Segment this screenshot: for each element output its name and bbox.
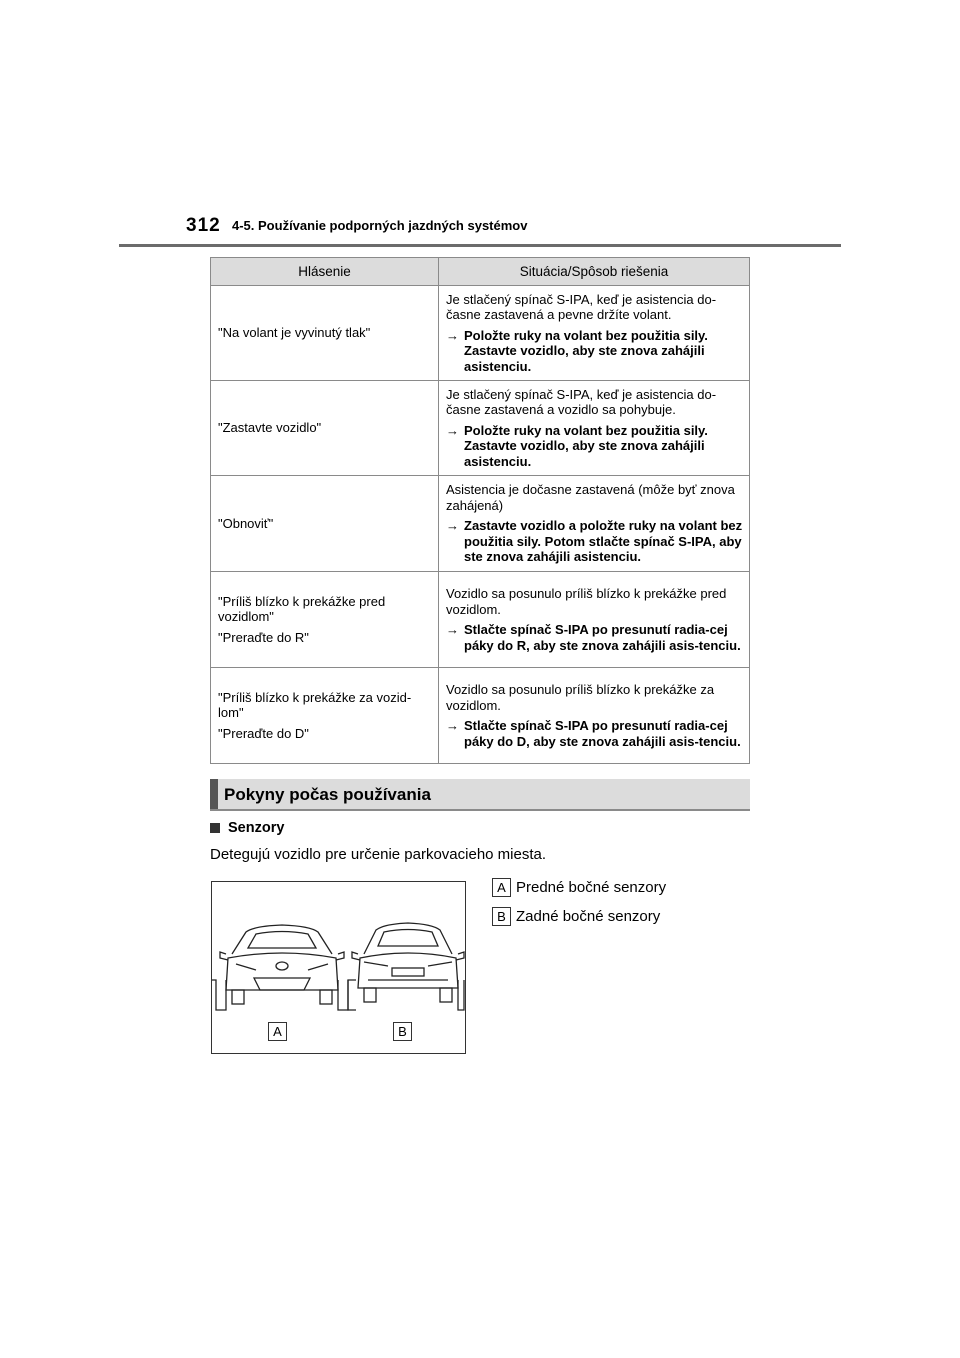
action-text: Stlačte spínač S-IPA po presunutí radia-cej páky do R, aby ste znova zahájili asis-tenciu. bbox=[464, 622, 741, 653]
message-text: "Na volant je vyvinutý tlak" bbox=[218, 325, 371, 341]
legend-tag-b: B bbox=[492, 907, 511, 926]
square-bullet-icon bbox=[210, 823, 220, 833]
arrow-icon: → bbox=[446, 422, 459, 438]
column-header-message: Hlásenie bbox=[211, 258, 439, 286]
message-text: "Zastavte vozidlo" bbox=[218, 420, 322, 436]
message-text: "Príliš blízko k prekážke pred vozidlom" bbox=[218, 593, 386, 625]
message-cell bbox=[211, 476, 439, 572]
legend-item-b bbox=[492, 907, 660, 926]
arrow-icon: → bbox=[446, 718, 459, 733]
subsection-title: Senzory bbox=[228, 820, 285, 836]
figure-tag-a: A bbox=[268, 1022, 287, 1041]
table-header-row bbox=[211, 258, 750, 286]
header-divider bbox=[119, 244, 841, 247]
situation-cell bbox=[439, 286, 750, 381]
legend-item-a bbox=[492, 878, 666, 897]
legend-label-b: Zadné bočné senzory bbox=[516, 908, 661, 925]
page-number: 312 bbox=[186, 215, 221, 236]
legend-tag-a: A bbox=[492, 878, 511, 897]
situation-text: Vozidlo sa posunulo príliš blízko k prekážke pred vozidlom. bbox=[446, 586, 727, 617]
situation-text: Je stlačený spínač S-IPA, keď je asistencia do-časne zastavená a pevne držíte volant. bbox=[446, 291, 717, 323]
table-row bbox=[211, 381, 750, 476]
column-header-situation: Situácia/Spôsob riešenia bbox=[439, 258, 750, 286]
situation-text: Je stlačený spínač S-IPA, keď je asistencia do-časne zastavená a vozidlo sa pohybuje. bbox=[446, 386, 717, 418]
situation-cell bbox=[439, 476, 750, 572]
table-row bbox=[211, 286, 750, 381]
chapter-title: 4-5. Používanie podporných jazdných systémov bbox=[232, 218, 528, 233]
action-text: Stlačte spínač S-IPA po presunutí radia-cej páky do D, aby ste znova zahájili asis-tenciu. bbox=[464, 718, 741, 749]
figure-tag-b: B bbox=[393, 1022, 412, 1041]
table-row bbox=[211, 572, 750, 668]
arrow-icon: → bbox=[446, 327, 459, 343]
legend-label-a: Predné bočné senzory bbox=[516, 879, 667, 896]
message-text: "Príliš blízko k prekážke za vozid-lom" bbox=[218, 689, 412, 721]
section-title: Pokyny počas používania bbox=[224, 785, 431, 804]
message-cell bbox=[211, 381, 439, 476]
table-row bbox=[211, 476, 750, 572]
action-text: Položte ruky na volant bez použitia sily. Zastavte vozidlo, aby ste znova zahájili asistenciu. bbox=[464, 422, 708, 469]
sensor-figure bbox=[211, 881, 466, 1054]
sensors-description: Detegujú vozidlo pre určenie parkovacieho miesta. bbox=[210, 846, 547, 863]
message-text: "Preraďte do D" bbox=[218, 725, 309, 741]
arrow-icon: → bbox=[446, 518, 459, 534]
rear-car-icon bbox=[352, 923, 464, 1002]
message-cell bbox=[211, 668, 439, 764]
section-accent bbox=[210, 779, 218, 809]
messages-table bbox=[210, 257, 750, 764]
car-illustration bbox=[212, 882, 465, 1053]
message-text: "Preraďte do R" bbox=[218, 629, 309, 645]
section-header bbox=[210, 779, 750, 811]
message-text: "Obnoviť" bbox=[218, 515, 274, 531]
situation-text: Asistencia je dočasne zastavená (môže byť znova zahájená) bbox=[446, 482, 735, 513]
front-car-icon bbox=[220, 925, 344, 1004]
situation-cell bbox=[439, 381, 750, 476]
action-text: Zastavte vozidlo a položte ruky na volant bez použitia sily. Potom stlačte spínač S-IPA, aby ste znova zahájili asistenciu. bbox=[464, 518, 743, 565]
arrow-icon: → bbox=[446, 622, 459, 637]
message-cell bbox=[211, 286, 439, 381]
message-cell bbox=[211, 572, 439, 668]
situation-text: Vozidlo sa posunulo príliš blízko k prekážke za vozidlom. bbox=[446, 682, 715, 713]
table-row bbox=[211, 668, 750, 764]
subsection-heading bbox=[210, 820, 284, 836]
action-text: Položte ruky na volant bez použitia sily. Zastavte vozidlo, aby ste znova zahájili asistenciu. bbox=[464, 327, 708, 374]
situation-cell bbox=[439, 572, 750, 668]
situation-cell bbox=[439, 668, 750, 764]
